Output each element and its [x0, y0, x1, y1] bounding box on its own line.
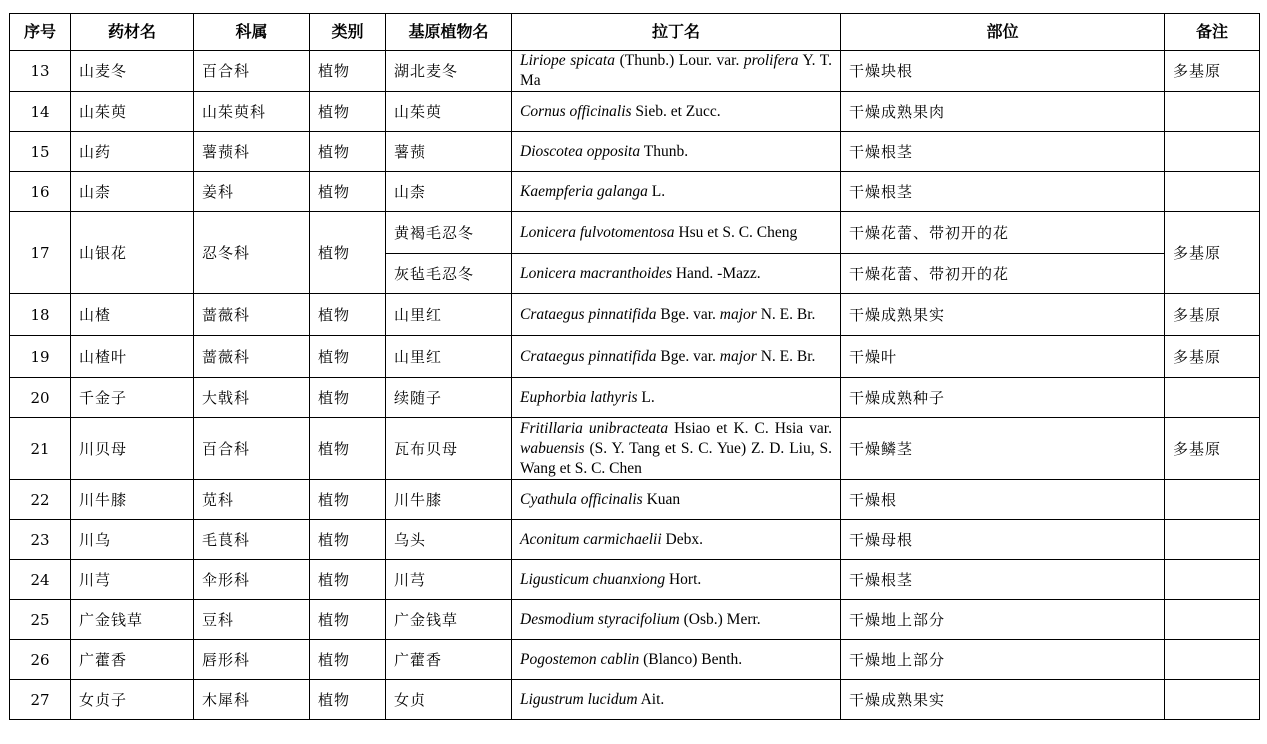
cell-category: 植物: [310, 560, 386, 600]
header-row: [10, 14, 1260, 51]
cell-category: 植物: [310, 172, 386, 212]
cell-category: 植物: [310, 520, 386, 560]
header-cell-note: 备注: [1165, 14, 1260, 51]
cell-latin: [512, 600, 841, 640]
table-row: [10, 51, 1260, 92]
cell-part: 干燥根茎: [841, 560, 1165, 600]
cell-category: 植物: [310, 92, 386, 132]
cell-latin: [512, 294, 841, 336]
cell-family: 忍冬科: [194, 212, 310, 294]
table-row: [10, 560, 1260, 600]
header-cell-name: 药材名: [71, 14, 194, 51]
latin-italic-text: Cornus officinalis: [520, 102, 632, 120]
header-cell-part: 部位: [841, 14, 1165, 51]
cell-name: 山茱萸: [71, 92, 194, 132]
cell-latin: [512, 640, 841, 680]
cell-name: 山麦冬: [71, 51, 194, 92]
cell-family: 伞形科: [194, 560, 310, 600]
latin-text: N. E. Br.: [756, 305, 816, 323]
table-row: [10, 480, 1260, 520]
latin-text: Hand. -Mazz.: [671, 264, 761, 282]
table-row: [10, 418, 1260, 480]
table-row: [10, 212, 1260, 254]
cell-note: [1165, 92, 1260, 132]
cell-note: [1165, 560, 1260, 600]
herb-table: [9, 13, 1260, 720]
cell-part: 干燥花蕾、带初开的花: [841, 212, 1165, 254]
table-row: [10, 520, 1260, 560]
cell-family: 薯蓣科: [194, 132, 310, 172]
table-row: [10, 600, 1260, 640]
cell-no: 16: [10, 172, 71, 212]
latin-text: Hort.: [665, 570, 702, 588]
cell-latin: [512, 560, 841, 600]
cell-family: 大戟科: [194, 378, 310, 418]
cell-part: 干燥地上部分: [841, 640, 1165, 680]
cell-note: [1165, 172, 1260, 212]
latin-italic-text: Kaempferia galanga: [520, 182, 648, 200]
cell-no: 26: [10, 640, 71, 680]
cell-note: [1165, 600, 1260, 640]
cell-family: 蔷薇科: [194, 336, 310, 378]
cell-no: 18: [10, 294, 71, 336]
latin-text: Hsiao et K. C. Hsia var.: [668, 419, 832, 437]
header-cell-plant: 基原植物名: [386, 14, 512, 51]
cell-plant: 广藿香: [386, 640, 512, 680]
latin-italic-text: prolifera: [743, 52, 799, 69]
cell-name: 川贝母: [71, 418, 194, 480]
cell-note: [1165, 680, 1260, 720]
latin-text: (S. Y. Tang et S. C. Yue) Z. D. Liu, S. Wang et S. C. Chen: [520, 439, 832, 477]
cell-latin: [512, 480, 841, 520]
cell-category: 植物: [310, 132, 386, 172]
cell-part: 干燥块根: [841, 51, 1165, 92]
latin-text: Thunb.: [640, 142, 689, 160]
cell-plant: 乌头: [386, 520, 512, 560]
cell-part: 干燥鳞茎: [841, 418, 1165, 480]
cell-part: 干燥地上部分: [841, 600, 1165, 640]
table-row: [10, 172, 1260, 212]
cell-plant: 灰毡毛忍冬: [386, 254, 512, 294]
header-cell-family: 科属: [194, 14, 310, 51]
table-row: [10, 680, 1260, 720]
cell-no: 20: [10, 378, 71, 418]
cell-name: 山药: [71, 132, 194, 172]
cell-name: 山柰: [71, 172, 194, 212]
cell-name: 广金钱草: [71, 600, 194, 640]
table-row: [10, 640, 1260, 680]
header-cell-latin: 拉丁名: [512, 14, 841, 51]
table-row: [10, 336, 1260, 378]
cell-name: 山楂叶: [71, 336, 194, 378]
cell-no: 19: [10, 336, 71, 378]
latin-italic-text: Desmodium styracifolium: [520, 610, 680, 628]
latin-italic-text: Euphorbia lathyris: [520, 388, 638, 406]
cell-latin: [512, 92, 841, 132]
table-row: [10, 378, 1260, 418]
cell-note: 多基原: [1165, 294, 1260, 336]
cell-family: 蔷薇科: [194, 294, 310, 336]
table-body: [10, 51, 1260, 720]
cell-no: 24: [10, 560, 71, 600]
latin-italic-text: wabuensis: [520, 439, 585, 457]
cell-category: 植物: [310, 51, 386, 92]
cell-latin: [512, 680, 841, 720]
cell-latin: [512, 254, 841, 294]
latin-text: Debx.: [661, 530, 703, 548]
cell-plant: 川芎: [386, 560, 512, 600]
cell-plant: 湖北麦冬: [386, 51, 512, 92]
latin-italic-text: Pogostemon cablin: [520, 650, 640, 668]
cell-note: 多基原: [1165, 418, 1260, 480]
cell-part: 干燥成熟种子: [841, 378, 1165, 418]
cell-part: 干燥成熟果实: [841, 294, 1165, 336]
latin-italic-text: Crataegus pinnatifida: [520, 347, 657, 365]
cell-part: 干燥成熟果肉: [841, 92, 1165, 132]
cell-category: 植物: [310, 336, 386, 378]
latin-text: L.: [647, 182, 666, 200]
latin-text: Hsu et S. C. Cheng: [674, 223, 798, 241]
cell-plant: 续随子: [386, 378, 512, 418]
cell-part: 干燥根茎: [841, 172, 1165, 212]
latin-text: Sieb. et Zucc.: [631, 102, 721, 120]
cell-part: 干燥叶: [841, 336, 1165, 378]
cell-name: 山银花: [71, 212, 194, 294]
cell-family: 百合科: [194, 51, 310, 92]
cell-family: 山茱萸科: [194, 92, 310, 132]
cell-no: 23: [10, 520, 71, 560]
cell-no: 15: [10, 132, 71, 172]
latin-italic-text: Lonicera fulvotomentosa: [520, 223, 675, 241]
table-row: [10, 92, 1260, 132]
header-cell-no: 序号: [10, 14, 71, 51]
cell-plant: 山柰: [386, 172, 512, 212]
latin-italic-text: Dioscotea opposita: [520, 142, 641, 160]
cell-latin: [512, 418, 841, 480]
cell-category: 植物: [310, 294, 386, 336]
latin-italic-text: Cyathula officinalis: [520, 490, 643, 508]
cell-category: 植物: [310, 378, 386, 418]
cell-category: 植物: [310, 212, 386, 294]
cell-category: 植物: [310, 600, 386, 640]
cell-no: 21: [10, 418, 71, 480]
cell-family: 百合科: [194, 418, 310, 480]
table-row: [10, 294, 1260, 336]
cell-plant: 女贞: [386, 680, 512, 720]
cell-note: [1165, 480, 1260, 520]
cell-name: 山楂: [71, 294, 194, 336]
latin-text: (Osb.) Merr.: [679, 610, 761, 628]
cell-family: 唇形科: [194, 640, 310, 680]
cell-latin: [512, 212, 841, 254]
cell-plant: 川牛膝: [386, 480, 512, 520]
cell-name: 川芎: [71, 560, 194, 600]
cell-name: 川牛膝: [71, 480, 194, 520]
latin-text: N. E. Br.: [756, 347, 816, 365]
cell-plant: 薯蓣: [386, 132, 512, 172]
cell-note: 多基原: [1165, 51, 1260, 92]
cell-part: 干燥根茎: [841, 132, 1165, 172]
cell-family: 姜科: [194, 172, 310, 212]
cell-name: 广藿香: [71, 640, 194, 680]
latin-text: Y. T. Ma: [520, 52, 832, 89]
latin-text: (Thunb.) Lour. var.: [615, 52, 744, 69]
cell-plant: 山里红: [386, 294, 512, 336]
cell-family: 苋科: [194, 480, 310, 520]
cell-latin: [512, 172, 841, 212]
cell-no: 17: [10, 212, 71, 294]
cell-part: 干燥成熟果实: [841, 680, 1165, 720]
cell-note: [1165, 640, 1260, 680]
cell-note: [1165, 132, 1260, 172]
cell-latin: [512, 378, 841, 418]
cell-latin: [512, 132, 841, 172]
cell-plant: 山茱萸: [386, 92, 512, 132]
cell-latin: [512, 336, 841, 378]
latin-italic-text: Ligusticum chuanxiong: [520, 570, 666, 588]
cell-category: 植物: [310, 418, 386, 480]
table-row: [10, 132, 1260, 172]
latin-text: Kuan: [642, 490, 681, 508]
latin-text: Bge. var.: [656, 305, 720, 323]
cell-note: 多基原: [1165, 336, 1260, 378]
header-cell-category: 类别: [310, 14, 386, 51]
cell-name: 女贞子: [71, 680, 194, 720]
cell-no: 27: [10, 680, 71, 720]
latin-italic-text: Aconitum carmichaelii: [520, 530, 662, 548]
latin-text: L.: [637, 388, 655, 406]
cell-latin: [512, 51, 841, 92]
latin-italic-text: Ligustrum lucidum: [520, 690, 638, 708]
cell-family: 木犀科: [194, 680, 310, 720]
cell-no: 13: [10, 51, 71, 92]
latin-italic-text: Fritillaria unibracteata: [520, 419, 669, 437]
latin-italic-text: major: [719, 305, 757, 323]
latin-text: Bge. var.: [656, 347, 720, 365]
cell-category: 植物: [310, 480, 386, 520]
cell-name: 川乌: [71, 520, 194, 560]
latin-italic-text: Lonicera macranthoides: [520, 264, 672, 282]
cell-category: 植物: [310, 680, 386, 720]
cell-note: [1165, 378, 1260, 418]
cell-no: 25: [10, 600, 71, 640]
cell-plant: 黄褐毛忍冬: [386, 212, 512, 254]
cell-no: 22: [10, 480, 71, 520]
cell-note: [1165, 520, 1260, 560]
cell-note: 多基原: [1165, 212, 1260, 294]
cell-name: 千金子: [71, 378, 194, 418]
latin-italic-text: Crataegus pinnatifida: [520, 305, 657, 323]
cell-plant: 山里红: [386, 336, 512, 378]
cell-family: 豆科: [194, 600, 310, 640]
cell-no: 14: [10, 92, 71, 132]
cell-category: 植物: [310, 640, 386, 680]
latin-italic-text: major: [719, 347, 757, 365]
cell-latin: [512, 520, 841, 560]
latin-text: (Blanco) Benth.: [639, 650, 743, 668]
cell-family: 毛茛科: [194, 520, 310, 560]
cell-part: 干燥花蕾、带初开的花: [841, 254, 1165, 294]
cell-part: 干燥根: [841, 480, 1165, 520]
latin-italic-text: Liriope spicata: [520, 52, 615, 69]
cell-plant: 瓦布贝母: [386, 418, 512, 480]
cell-part: 干燥母根: [841, 520, 1165, 560]
latin-text: Ait.: [637, 690, 665, 708]
cell-plant: 广金钱草: [386, 600, 512, 640]
